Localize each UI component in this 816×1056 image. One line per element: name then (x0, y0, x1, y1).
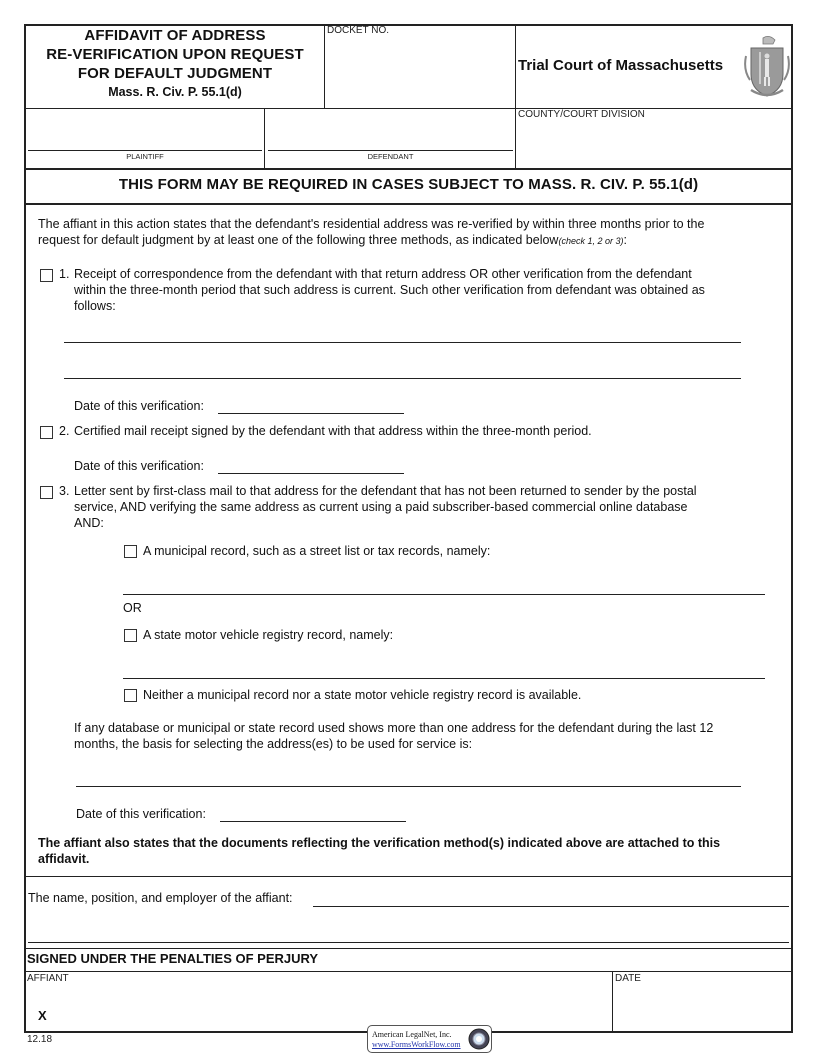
basis-line: months, the basis for selecting the address(es) to be used for service is: (74, 737, 473, 751)
docket-label: DOCKET NO. (327, 25, 390, 36)
divider (264, 108, 265, 169)
option-3-date-field[interactable] (220, 821, 406, 822)
option-3-line: Letter sent by first-class mail to that address for the defendant that has not been returned to sender by the postal (74, 484, 697, 498)
divider (25, 876, 792, 877)
defendant-line (268, 150, 513, 151)
county-label: COUNTY/COURT DIVISION (518, 109, 645, 120)
divider (25, 948, 792, 949)
municipal-record-label: A municipal record, such as a street list or tax records, namely: (143, 544, 491, 558)
option-1-checkbox[interactable] (40, 269, 53, 282)
motor-vehicle-record-field[interactable] (123, 678, 765, 679)
option-3-line: AND: (74, 516, 104, 530)
date-label: DATE (615, 973, 641, 984)
affiant-label: AFFIANT (27, 973, 69, 984)
publisher-logo[interactable] (367, 1025, 492, 1053)
divider (612, 971, 613, 1032)
option-1-line: follows: (74, 299, 116, 313)
option-2-number: 2. (59, 424, 70, 438)
address-basis-text (74, 720, 784, 752)
divider (25, 108, 792, 109)
or-label: OR (123, 601, 142, 615)
intro-line-2-text: request for default judgment by at least one of the following three methods, as indicated below (38, 233, 559, 247)
signature-heading: SIGNED UNDER THE PENALTIES OF PERJURY (27, 951, 319, 966)
defendant-field[interactable] (268, 112, 512, 148)
option-1-fill-line-2[interactable] (64, 378, 741, 379)
option-1-number: 1. (59, 267, 70, 281)
option-1-text (74, 266, 784, 314)
municipal-record-field[interactable] (123, 594, 765, 595)
signature-x-mark: X (38, 1008, 47, 1023)
divider (25, 168, 792, 170)
attestation-line: affidavit. (38, 852, 90, 866)
option-2-date-field[interactable] (218, 473, 404, 474)
rule-citation: Mass. R. Civ. P. 55.1(d) (108, 85, 242, 99)
publisher-link[interactable]: www.FormsWorkFlow.com (372, 1040, 461, 1049)
option-3-checkbox[interactable] (40, 486, 53, 499)
plaintiff-line (28, 150, 262, 151)
attestation-statement (38, 835, 788, 867)
affiant-signature-field[interactable] (54, 986, 604, 1030)
form-version: 12.18 (27, 1034, 53, 1045)
municipal-record-checkbox[interactable] (124, 545, 137, 558)
option-1-date-field[interactable] (218, 413, 404, 414)
intro-hint: (check 1, 2 or 3) (558, 236, 624, 246)
option-1-fill-line-1[interactable] (64, 342, 741, 343)
address-basis-field[interactable] (76, 786, 741, 787)
option-2-text: Certified mail receipt signed by the defendant with that address within the three-month period. (74, 424, 592, 438)
motor-vehicle-record-checkbox[interactable] (124, 629, 137, 642)
option-3-date-label: Date of this verification: (76, 807, 206, 821)
title-line-2: RE-VERIFICATION UPON REQUEST (46, 46, 304, 63)
defendant-label: DEFENDANT (367, 152, 414, 161)
no-record-available-label: Neither a municipal record nor a state motor vehicle registry record is available. (143, 688, 582, 702)
basis-line: If any database or municipal or state record used shows more than one address for the defendant during the last 12 (74, 721, 714, 735)
motor-vehicle-record-label: A state motor vehicle registry record, namely: (143, 628, 394, 642)
banner-notice: THIS FORM MAY BE REQUIRED IN CASES SUBJECT TO MASS. R. CIV. P. 55.1(d) (118, 176, 699, 193)
affiant-info-field-line-2[interactable] (28, 942, 789, 943)
signature-date-field[interactable] (615, 986, 790, 1030)
plaintiff-label: PLAINTIFF (126, 152, 164, 161)
option-2-date-label: Date of this verification: (74, 459, 204, 473)
massachusetts-seal-icon (743, 34, 791, 100)
option-3-number: 3. (59, 484, 70, 498)
attestation-line: The affiant also states that the documents reflecting the verification method(s) indicated above are attached to this (38, 836, 721, 850)
option-1-date-label: Date of this verification: (74, 399, 204, 413)
option-1-line: Receipt of correspondence from the defendant with that return address OR other verification from the defendant (74, 267, 692, 281)
option-1-line: within the three-month period that such address is current. Such other verification from defendant was obtained as (74, 283, 705, 297)
title-line-3: FOR DEFAULT JUDGMENT (77, 65, 273, 82)
divider (25, 203, 792, 205)
docket-number-field[interactable] (326, 38, 514, 106)
court-name: Trial Court of Massachusetts (518, 57, 724, 74)
affiant-info-label: The name, position, and employer of the affiant: (28, 891, 293, 905)
title-line-1: AFFIDAVIT OF ADDRESS (84, 27, 266, 44)
divider (515, 25, 516, 169)
option-2-checkbox[interactable] (40, 426, 53, 439)
option-3-line: service, AND verifying the same address as current using a paid subscriber-based commercial online database (74, 500, 688, 514)
intro-paragraph (38, 216, 778, 249)
globe-logo-icon (468, 1028, 490, 1050)
intro-line-1: The affiant in this action states that the defendant's residential address was re-verified by within three months prior to the (38, 217, 705, 231)
plaintiff-field[interactable] (28, 112, 261, 148)
divider (324, 25, 325, 108)
publisher-name: American LegalNet, Inc. (372, 1030, 452, 1039)
intro-line-2 (38, 232, 778, 249)
form-title (26, 26, 324, 101)
no-record-available-checkbox[interactable] (124, 689, 137, 702)
county-field[interactable] (518, 122, 790, 166)
intro-line-2-end: : (623, 233, 627, 247)
divider (25, 971, 792, 972)
option-3-text (74, 483, 784, 531)
affiant-info-field[interactable] (313, 906, 789, 907)
